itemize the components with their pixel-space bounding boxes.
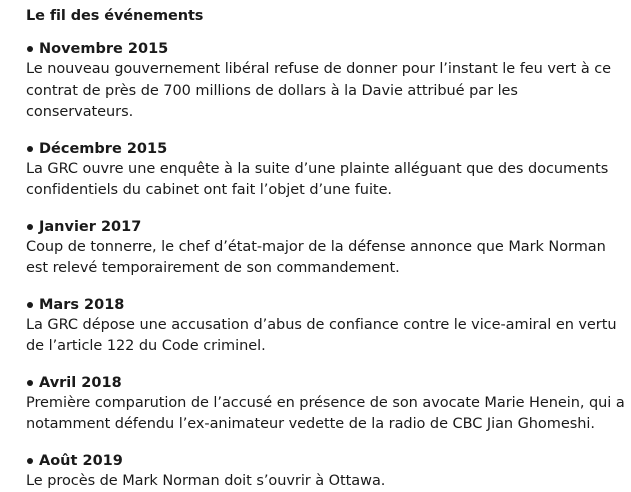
entry-text: Coup de tonnerre, le chef d’état-major de la défense annonce que Mark Norman est relevé temporairement de son commandement. — [26, 237, 626, 280]
entry-text: Le procès de Mark Norman doit s’ouvrir à Ottawa. — [26, 471, 626, 492]
bullet-icon — [27, 458, 33, 464]
timeline-title: Le fil des événements — [26, 6, 631, 26]
bullet-icon — [27, 302, 33, 308]
entry-date: Janvier 2017 — [39, 217, 141, 237]
timeline-entry — [26, 139, 631, 202]
bullet-icon — [27, 380, 33, 386]
entry-date: Novembre 2015 — [39, 39, 168, 59]
bullet-icon — [27, 46, 33, 52]
entry-date: Août 2019 — [39, 451, 123, 471]
entry-date: Décembre 2015 — [39, 139, 167, 159]
entry-text: La GRC ouvre une enquête à la suite d’une plainte alléguant que des documents confidentiels du cabinet ont fait l’objet d’une fuite. — [26, 159, 626, 202]
entry-date: Avril 2018 — [39, 373, 122, 393]
timeline-entry — [26, 373, 631, 436]
entry-text: Première comparution de l’accusé en présence de son avocate Marie Henein, qui a notamment défendu l’ex-animateur vedette de la radio de CBC Jian Ghomeshi. — [26, 393, 626, 436]
bullet-icon — [27, 224, 33, 230]
entry-date: Mars 2018 — [39, 295, 124, 315]
timeline-entry — [26, 295, 631, 358]
timeline-list — [26, 39, 631, 492]
timeline-entry — [26, 451, 631, 492]
entry-text: Le nouveau gouvernement libéral refuse de donner pour l’instant le feu vert à ce contrat de près de 700 millions de dollars à la Davie attribué par les conservateurs. — [26, 59, 626, 124]
bullet-icon — [27, 146, 33, 152]
entry-text: La GRC dépose une accusation d’abus de confiance contre le vice-amiral en vertu de l’article 122 du Code criminel. — [26, 315, 626, 358]
timeline-entry — [26, 39, 631, 124]
timeline-entry — [26, 217, 631, 280]
